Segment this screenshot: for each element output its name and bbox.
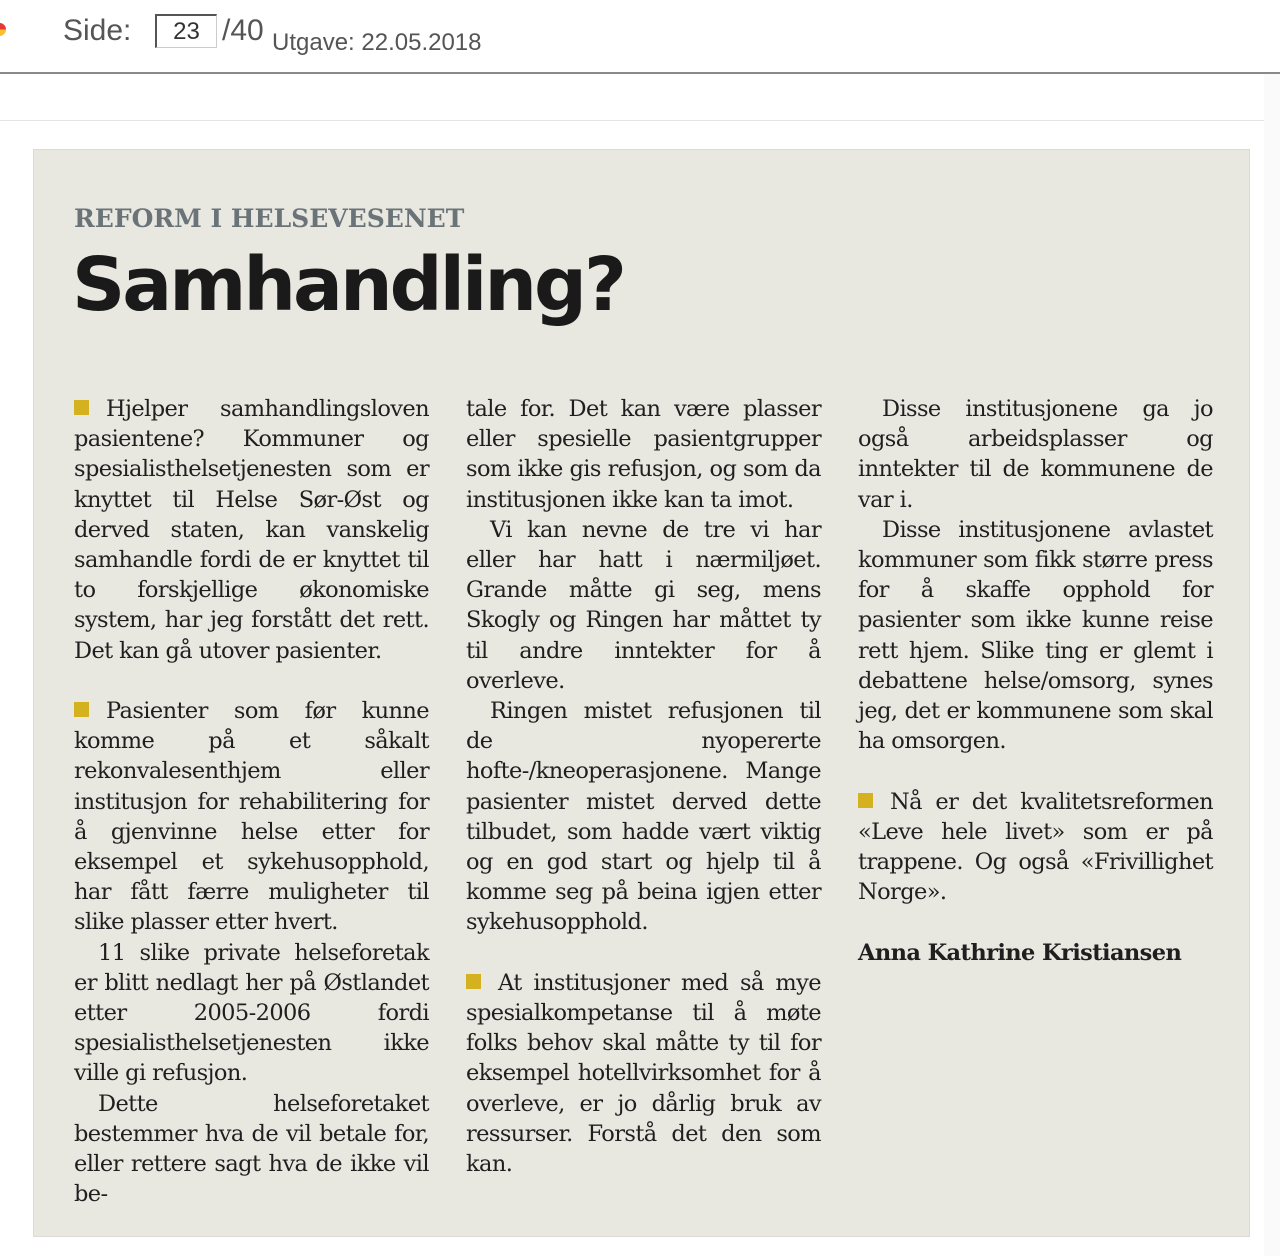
page-scrollbar[interactable]	[1264, 74, 1280, 1256]
article-paragraph: Disse institusjonene ga jo også arbeidsplasser og inntekter til de kommunene de var i.	[858, 396, 1213, 513]
viewer-toolbar	[0, 0, 1280, 74]
page-label: Side:	[63, 14, 132, 47]
article-kicker: REFORM I HELSEVESENET	[74, 204, 465, 233]
page-total: /40	[222, 14, 264, 47]
article-paragraph: Vi kan nevne de tre vi har eller har hatt i nærmiljøet. Grande måtte gi seg, mens Skogly og Ringen har måttet ty til andre inntekter for å overleve.	[466, 516, 821, 694]
article-paragraph: Hjelper samhandlingsloven pasientene? Kommuner og spesialisthelsetjenesten som er knyttet til Helse Sør-Øst og derved staten, kan vanskelig samhandle fordi de er knyttet til to forskjellige økonomiske system, har jeg forstått det rett. Det kan gå utover pasienter.	[74, 396, 429, 664]
article-column-1	[74, 394, 429, 1209]
article-headline: Samhandling?	[72, 242, 624, 328]
article-paragraph: Dette helseforetaket bestemmer hva de vil betale for, eller rettere sagt hva de ikke vil be-	[74, 1090, 429, 1208]
section-marker-icon	[466, 974, 481, 989]
article-column-3	[858, 394, 1213, 968]
article-paragraph: tale for. Det kan være plasser eller spesielle pasientgrupper som ikke gis refusjon, og som da institusjonen ikke kan ta imot.	[466, 396, 821, 513]
article-paragraph: Nå er det kvalitetsreformen «Leve hele livet» som er på trappene. Og også «Frivillighet Norge».	[858, 788, 1213, 906]
article-paragraph: 11 slike private helseforetak er blitt nedlagt her på Østlandet etter 2005-2006 fordi spesialisthelsetjenesten ikke ville gi refusjon.	[74, 939, 429, 1087]
article-paragraph: Disse institusjonene avlastet kommuner som fikk større press for å skaffe opphold for pasienter som ikke kunne reise rett hjem. Slike ting er glemt i debattene helse/omsorg, synes jeg, det er kommunene som skal ha omsorgen.	[858, 516, 1213, 755]
article-author: Anna Kathrine Kristiansen	[858, 939, 1182, 966]
article-column-2	[466, 394, 821, 1179]
section-marker-icon	[858, 793, 873, 808]
page-number-input[interactable]	[155, 14, 217, 48]
edition-date: Utgave: 22.05.2018	[272, 29, 482, 56]
section-marker-icon	[74, 702, 89, 717]
app-logo-icon	[0, 23, 6, 36]
viewer-divider	[0, 120, 1280, 121]
article-clipping	[34, 150, 1249, 1236]
article-paragraph: Ringen mistet refusjonen til de nyopererte hofte-/kneoperasjonene. Mange pasienter mistet derved dette tilbudet, som hadde vært viktig og en god start og hjelp til å komme seg på beina igjen etter sykehusopphold.	[466, 698, 821, 936]
article-paragraph: Pasienter som før kunne komme på et såkalt rekonvalesenthjem eller institusjon for rehabilitering for å gjenvinne helse etter for eksempel et sykehusopphold, har fått færre muligheter til slike plasser etter hvert.	[74, 698, 429, 936]
article-paragraph: At institusjoner med så mye spesialkompetanse til å møte folks behov skal måtte ty til for eksempel hotellvirksomhet for å overleve, er jo dårlig bruk av ressurser. Forstå det den som kan.	[466, 969, 821, 1178]
section-marker-icon	[74, 400, 89, 415]
